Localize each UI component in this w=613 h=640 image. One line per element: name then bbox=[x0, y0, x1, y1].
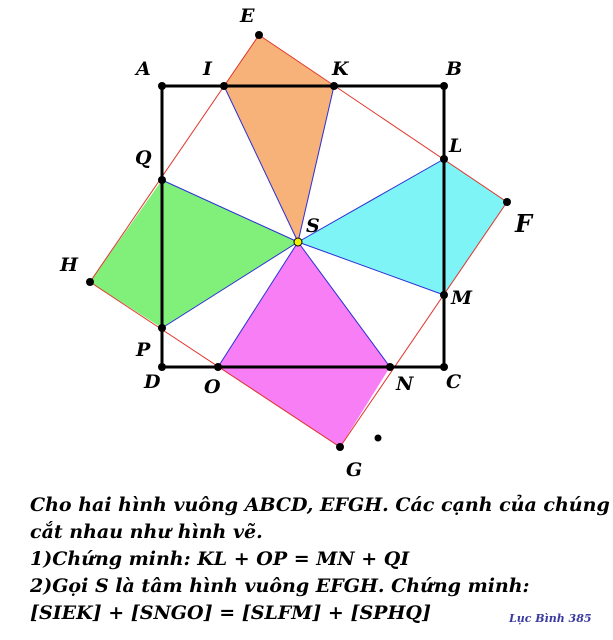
problem-line-5: [SIEK] + [SNGO] = [SLFM] + [SPHQ] bbox=[30, 602, 431, 624]
label-h: H bbox=[60, 254, 78, 276]
label-o: O bbox=[204, 376, 221, 398]
label-d: D bbox=[144, 371, 161, 393]
label-a: A bbox=[136, 58, 151, 80]
region-slfm bbox=[298, 159, 507, 295]
problem-line-4: 2)Gọi S là tâm hình vuông EFGH. Chứng minh: bbox=[30, 575, 530, 597]
label-p: P bbox=[136, 339, 151, 361]
label-m: M bbox=[451, 287, 473, 309]
label-s: S bbox=[306, 215, 320, 237]
label-k: K bbox=[332, 58, 349, 80]
center-point-s bbox=[294, 238, 302, 246]
problem-line-2: cắt nhau như hình vẽ. bbox=[30, 521, 263, 543]
label-f: F bbox=[515, 209, 533, 238]
label-n: N bbox=[396, 373, 414, 395]
author-signature: Lục Bình 385 bbox=[509, 612, 592, 625]
label-b: B bbox=[446, 58, 463, 80]
label-e: E bbox=[240, 5, 255, 27]
region-siek bbox=[224, 35, 334, 242]
label-c: C bbox=[446, 371, 462, 393]
label-q: Q bbox=[135, 147, 152, 169]
problem-line-3: 1)Chứng minh: KL + OP = MN + QI bbox=[30, 548, 410, 570]
label-l: L bbox=[449, 135, 463, 157]
problem-line-1: Cho hai hình vuông ABCD, EFGH. Các cạnh của chúng bbox=[30, 494, 610, 516]
label-i: I bbox=[203, 58, 212, 80]
problem-statement bbox=[30, 492, 610, 627]
label-g: G bbox=[346, 459, 363, 481]
